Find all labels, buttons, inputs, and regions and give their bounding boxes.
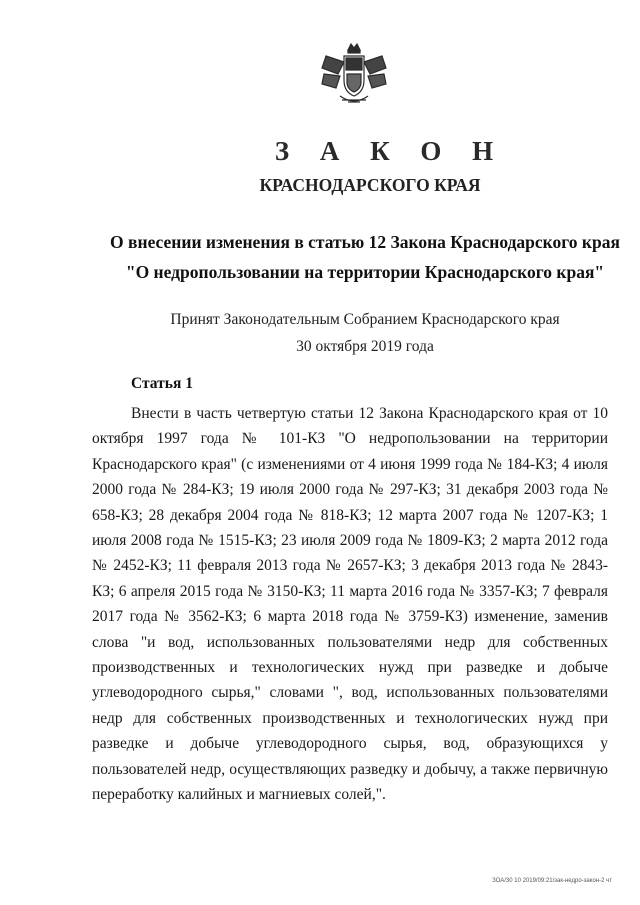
law-region-title: КРАСНОДАРСКОГО КРАЯ	[259, 175, 481, 195]
law-title: З А К О Н	[274, 136, 506, 166]
coat-of-arms-icon	[318, 40, 390, 108]
adoption-date: 30 октября 2019 года	[296, 338, 434, 355]
law-heading-line-1: О внесении изменения в статью 12 Закона Краснодарского края	[110, 232, 620, 252]
adopted-by-line: Принят Законодательным Собранием Краснодарского края	[170, 311, 560, 328]
law-heading-line-2: "О недропользовании на территории Краснодарского края"	[125, 262, 605, 282]
article-body: Внести в часть четвертую статьи 12 Закона Краснодарского края от 10 октября 1997 года № 101-КЗ "О недропользовании на территории Краснодарского края" (с изменениями от 4 июня 1999 года № 184-КЗ; 4 июля 2000 года № 284-КЗ; 19 июля 2000 года № 297-КЗ; 31 декабря 2003 года № 658-КЗ; 28 декабря 2004 года № 818-КЗ; 12 марта 2007 года № 1207-КЗ; 1 июля 2008 года № 1515-КЗ; 23 июля 2009 года № 1809-КЗ; 2 марта 2012 года № 2452-КЗ; 11 февраля 2013 года № 2657-КЗ; 3 декабря 2013 года № 2843-КЗ; 6 апреля 2015 года № 3150-КЗ; 11 марта 2016 года № 3357-КЗ; 7 февраля 2017 года № 3562-КЗ; 6 марта 2018 года № 3759-КЗ) изменение, заменив слова "и вод, использованных пользователями недр для собственных производственных и технологических нужд при разведке и добыче углеводородного сырья," словами ", вод, использованных пользователями недр для собственных производственных и технологических нужд при разведке и добыче углеводородного сырья, вод, образующихся у пользователей недр, осуществляющих разведку и добычу, а также первичную переработку калийных и магниевых солей,".	[92, 405, 608, 804]
document-footer-code: ЗОА/30 10 2019/09:21/зак-недро-закон-2 чт	[492, 878, 612, 884]
article-title: Статья 1	[131, 375, 193, 392]
